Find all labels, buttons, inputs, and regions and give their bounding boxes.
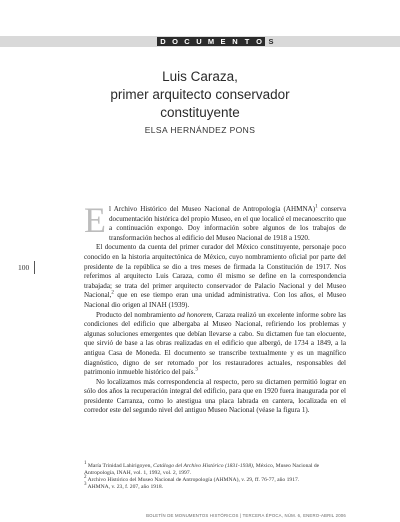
article-body [84, 200, 347, 416]
footnote [84, 484, 346, 491]
section-letter: O [253, 37, 265, 46]
paragraph-text: Producto del nombramiento [96, 310, 178, 319]
footnote-text: , México, Museo Nacional de Antropología, INAH, vol. 1, 1992, vol. 2, 1997. [84, 463, 320, 477]
section-letter: U [193, 37, 205, 46]
page-number: 100 [18, 263, 30, 272]
section-letter: N [229, 37, 241, 46]
footnote-number: 1 [84, 461, 87, 467]
footnote-text: Archivo Histórico del Museo Nacional de Antropología (AHMNA), v. 29, ff. 76-77, año 1917. [87, 477, 300, 484]
paragraph [84, 243, 346, 310]
section-letter: S [268, 37, 274, 46]
title-line: Luis Caraza, [162, 69, 238, 84]
footnote-ref: 3 [195, 367, 198, 373]
paragraph [84, 378, 346, 416]
footnote-italic: Catálogo del Archivo Histórico (1831-1938) [153, 463, 253, 469]
section-letter: T [241, 37, 253, 46]
footnote-ref: 2 [111, 290, 114, 296]
section-letter: E [217, 37, 229, 46]
author-name: ELSA HERNÁNDEZ PONS [144, 125, 256, 135]
section-letter: C [181, 37, 193, 46]
section-letter: O [169, 37, 181, 46]
paragraph-text: No localizamos más correspondencia al respecto, pero su dictamen permitió lograr en sólo dos años la recuperación integral del edificio, para que en 1920 fuera inaugurada por el presidente Carranza, como lo atestigua una placa labrada en cantera, localizada en el corredor este del segundo nivel del antiguo Museo Nacional (véase la figura 1). [84, 377, 346, 415]
paragraph [84, 311, 346, 378]
paragraph-text: conserva documentación histórica del propio Museo, en el que localicé el mecanoescrito que a continuación expongo. Doy información sobre algunos de los trabajos de transformación hechos al edificio del Museo Nacional de 1918 a 1920. [109, 205, 347, 242]
paragraph-text: que en ese tiempo eran una unidad administrativa. Con los años, el Museo Nacional dio origen al INAH (1939). [84, 291, 346, 309]
section-letter: D [157, 37, 169, 46]
title-line: constituyente [160, 105, 240, 120]
footnote-text: AHMNA, v. 23, f. 207, año 1918. [87, 484, 164, 491]
title-line: primer arquitecto conservador [110, 87, 290, 102]
running-footer: BOLETÍN DE MONUMENTOS HISTÓRICOS | TERCERA ÉPOCA, NÚM. 6, ENERO-ABRIL 2006 [146, 513, 346, 518]
drop-cap: E [84, 200, 106, 240]
paragraph-italic: ad honorem [177, 310, 212, 319]
footnote-ref: 1 [315, 204, 318, 210]
page-number-rule [34, 261, 35, 274]
footnote-number: 3 [84, 482, 87, 488]
paragraph-text: El documento da cuenta del primer curador del México constituyente, personaje poco conocido en la historia arquitectónica de México, cuyo nombramiento oficial por parte del presidente de la república se dio a tres meses de firmada la Constitución de 1917. Nos referimos al arquitecto Luis Caraza, como él mismo se define en la correspondencia trabajada; se trata del primer arquitecto conservador de Palacio Nacional y del Museo Nacional, [84, 243, 346, 300]
section-label [157, 37, 277, 46]
section-letter: M [205, 37, 217, 46]
footnote-number: 2 [84, 475, 87, 481]
footnotes [84, 463, 346, 491]
article-title [0, 68, 400, 122]
paragraph [84, 200, 347, 243]
paragraph-text: , Caraza realizó un excelente informe sobre las condiciones del edificio que albergaba al Museo Nacional, refiriendo los problemas y algunas soluciones emergentes que debían llevarse a cabo. Su dictamen fue tan elocuente, que sirvió de base a las obras realizadas en el edificio que albergó, de 1734 a 1849, a la antigua Casa de Moneda. El documento se transcribe textualmente y es un magnífico diagnóstico, digno de ser retomado por los restauradores actuales, responsables del patrimonio inmueble histórico del país. [84, 310, 346, 377]
footnote-text: María Trinidad Lahirigoyen, [87, 463, 154, 469]
paragraph-text: l Archivo Histórico del Museo Nacional de Antropología (AHMNA) [109, 205, 316, 213]
footnote [84, 463, 346, 477]
